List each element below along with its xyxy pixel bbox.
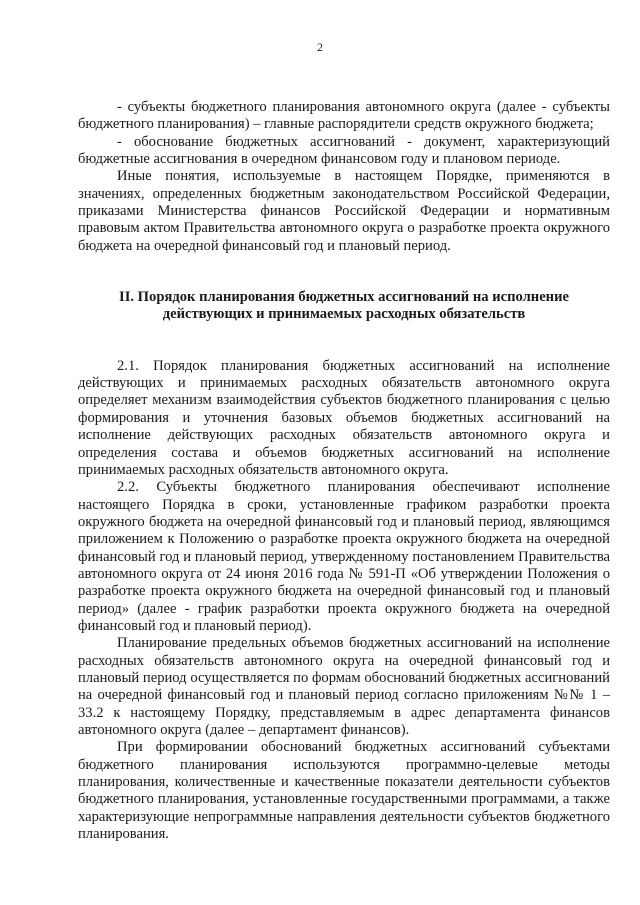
paragraph-justification-methods: При формировании обоснований бюджетных ассигнований субъектами бюджетного планирования используются программно-целевые методы планирования, количественные и качественные показатели деятельности субъектов бюджетного планирования, установленные государственными программами, а также характеризующие непрограммные направления деятельности субъектов бюджетного планирования. — [78, 739, 610, 843]
section-heading: II. Порядок планирования бюджетных ассигнований на исполнение действующих и принимаемых расходных обязательств — [119, 289, 569, 323]
other-terms-paragraph: Иные понятия, используемые в настоящем Порядке, применяются в значениях, определенных бюджетным законодательством Российской Федерации, приказами Министерства финансов Российской Федерации и нормативным правовым актом Правительства автономного округа о разработке проекта окружного бюджета на очередной финансовый год и плановый период. — [78, 168, 610, 254]
paragraph-2-1: 2.1. Порядок планирования бюджетных ассигнований на исполнение действующих и принимаемых расходных обязательств автономного округа определяет механизм взаимодействия субъектов бюджетного планирования с целью формирования и уточнения базовых объемов бюджетных ассигнований на исполнение действующих расходных обязательств автономного округа и определения состава и объемов бюджетных ассигнований на исполнение принимаемых расходных обязательств автономного округа. — [78, 357, 610, 478]
paragraph-planning-limits: Планирование предельных объемов бюджетных ассигнований на исполнение расходных обязательств автономного округа на очередной финансовый год и плановый период осуществляется по формам обоснований бюджетных ассигнований на очередной финансовый год и плановый период согласно приложениям №№ 1 – 33.2 к настоящему Порядку, представляемым в адрес департамента финансов автономного округа (далее – департамент финансов). — [78, 635, 610, 738]
definition-budget-planning-subjects: - субъекты бюджетного планирования автономного округа (далее - субъекты бюджетного планирования) – главные распорядители средств окружного бюджета; — [78, 99, 610, 133]
document-body — [78, 99, 610, 843]
page-number: 2 — [317, 40, 323, 54]
definition-budget-allocation-justification: - обоснование бюджетных ассигнований - документ, характеризующий бюджетные ассигнования в очередном финансовом году и плановом периоде. — [78, 133, 610, 168]
paragraph-2-2: 2.2. Субъекты бюджетного планирования обеспечивают исполнение настоящего Порядка в сроки, установленные графиком разработки проекта окружного бюджета на очередной финансовый год и плановый период, являющимся приложением к Положению о разработке проекта окружного бюджета на очередной финансовый год и плановый период, утвержденному постановлением Правительства автономного округа от 24 июня 2016 года № 591-П «Об утверждении Положения о разработке проекта окружного бюджета на очередной финансовый год и плановый период» (далее - график разработки проекта окружного бюджета на очередной финансовый год и плановый период). — [78, 479, 610, 634]
